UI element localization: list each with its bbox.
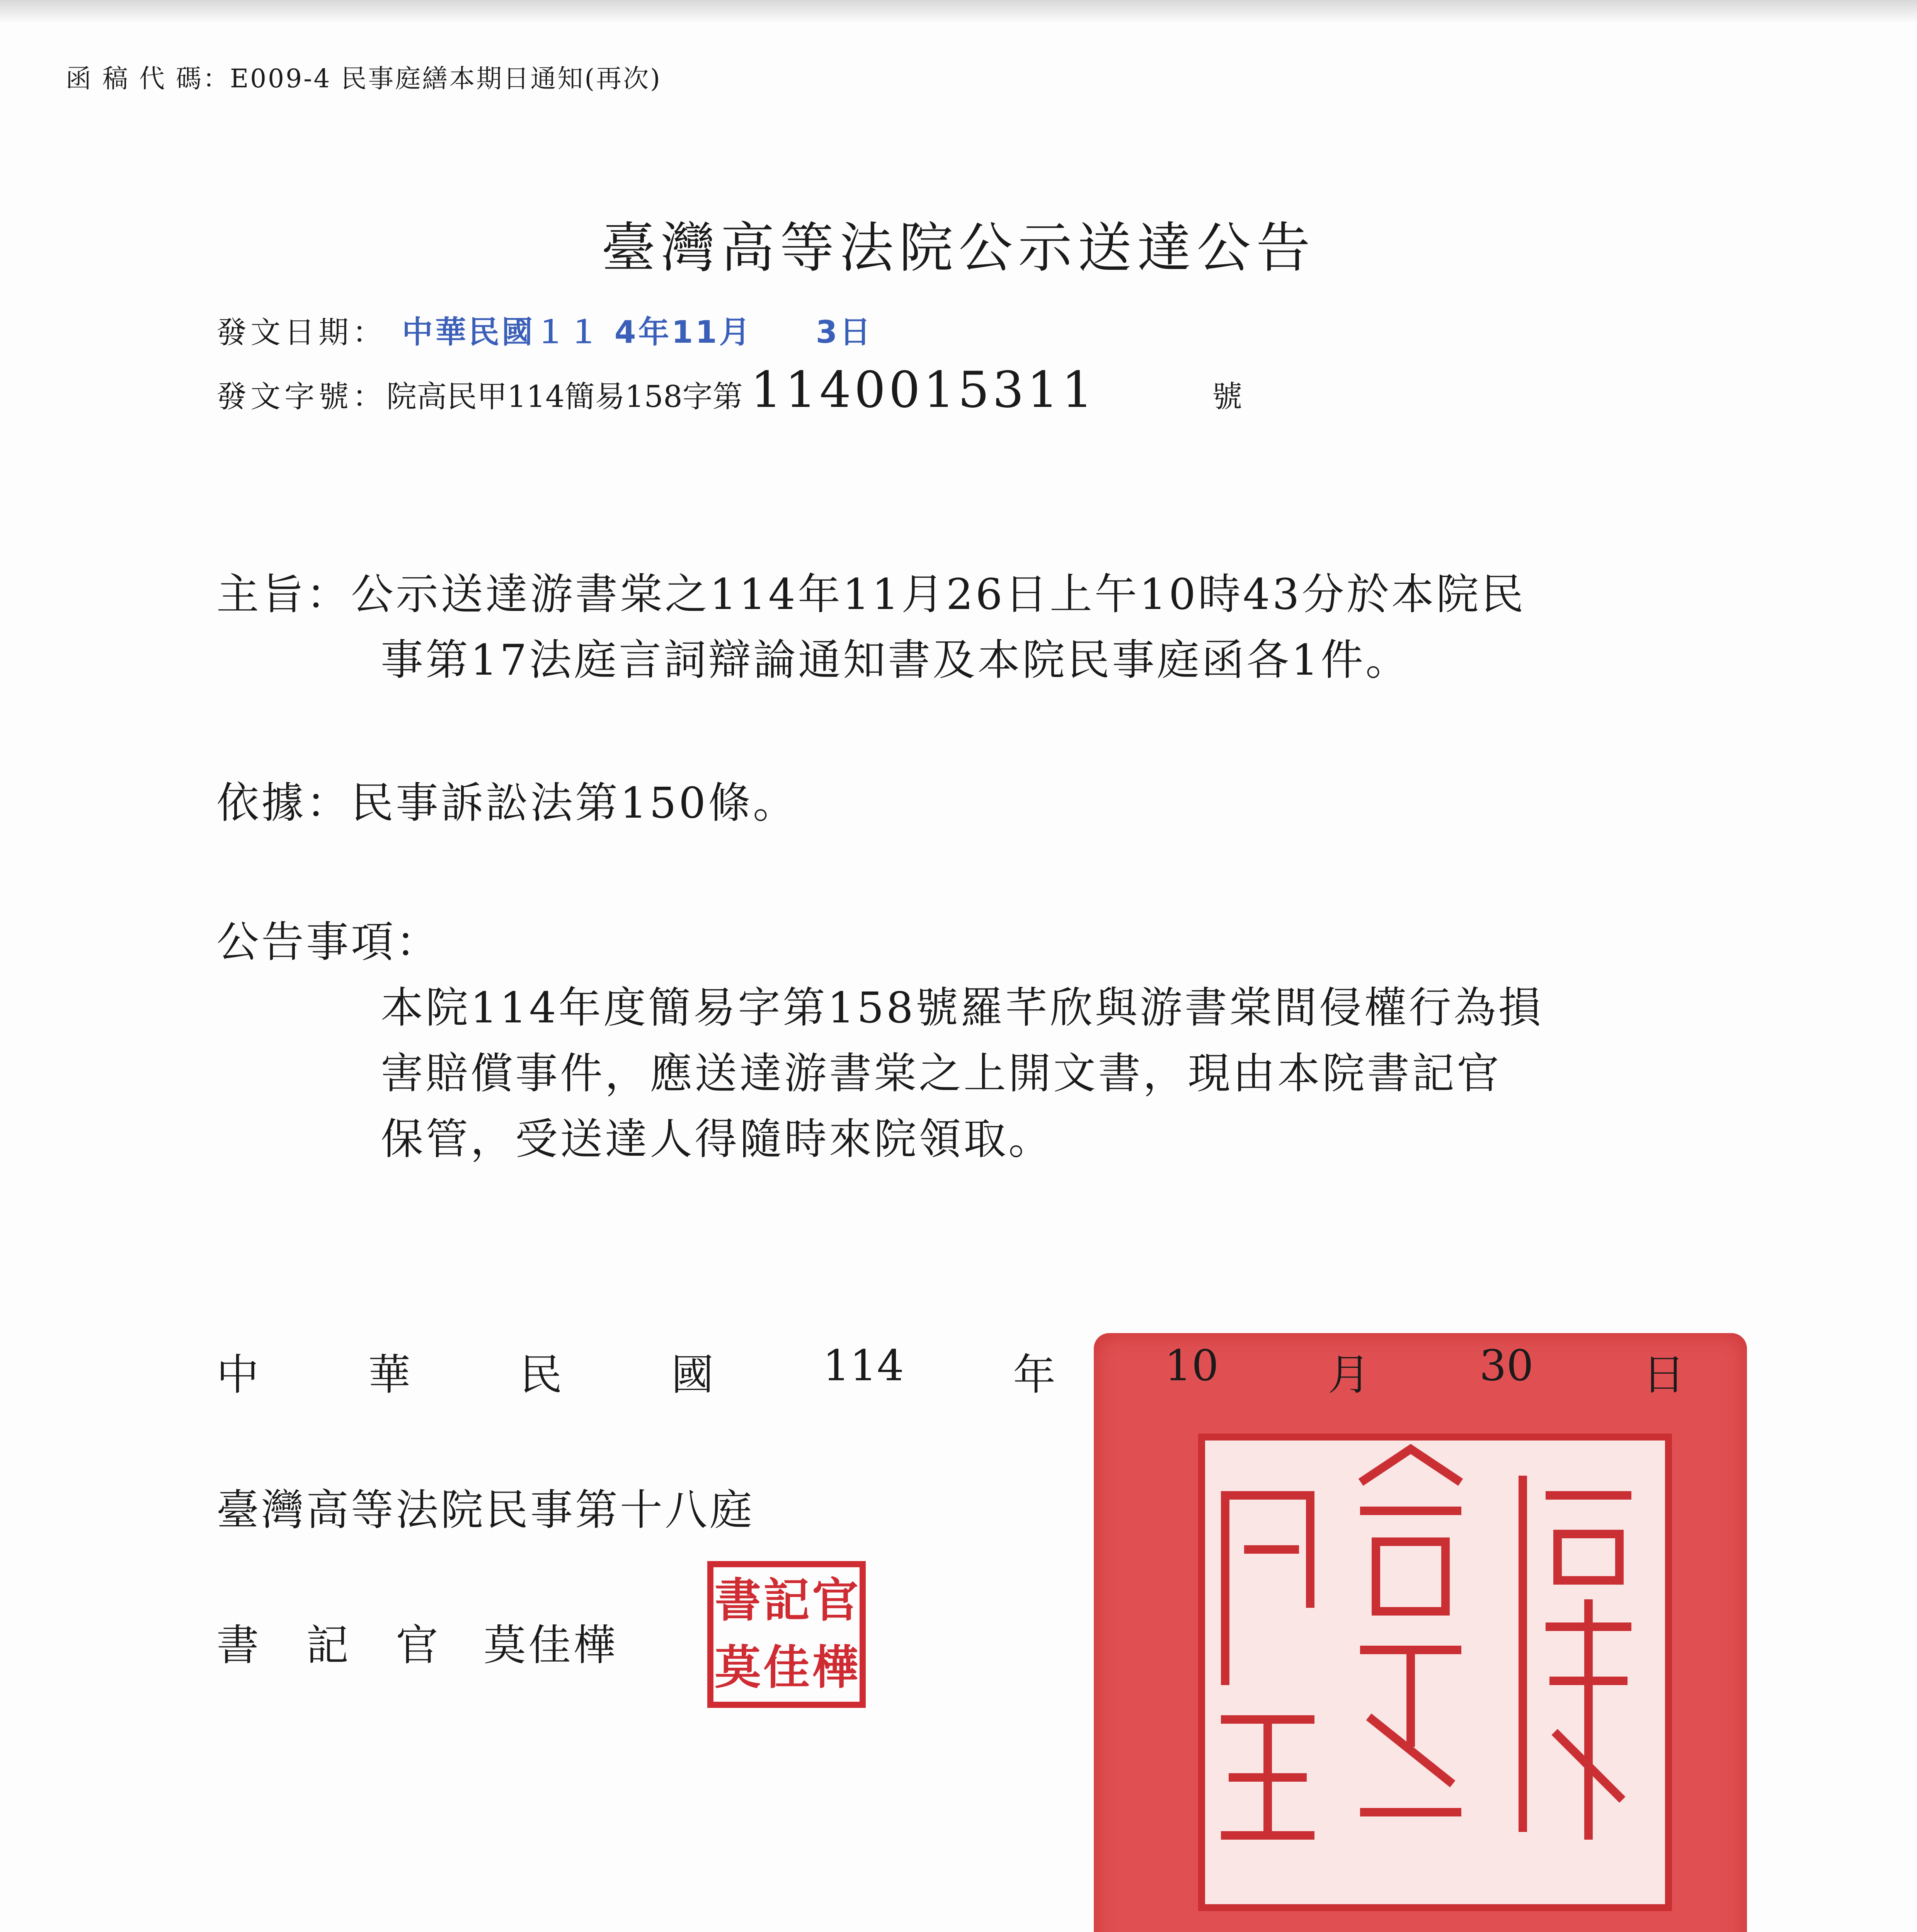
form-code: 函 稿 代 碼：E009-4 民事庭繕本期日通知(再次): [66, 64, 662, 94]
notice-line-3: 保管，受送達人得隨時來院領取。: [381, 1114, 1053, 1164]
issue-number-value: 1140015311: [750, 361, 1096, 419]
clerk-seal-char: 官: [812, 1574, 858, 1628]
date-month: 10: [1165, 1341, 1219, 1390]
basis-label: 依據：: [216, 778, 351, 828]
date-char: 年: [1013, 1350, 1056, 1400]
issue-number-suffix: 號: [1212, 379, 1243, 414]
scan-edge: [0, 0, 1917, 23]
clerk-seal-char: 莫: [715, 1641, 761, 1695]
issue-date-label: 發文日期：: [216, 315, 387, 350]
clerk-title: 書 記 官: [216, 1621, 441, 1670]
basis-text: 民事訴訟法第150條。: [351, 778, 798, 828]
date-char: 日: [1642, 1350, 1685, 1400]
subject-line-2: 事第17法庭言詞辯論通知書及本院民事庭函各1件。: [381, 635, 1410, 685]
issue-number-prefix: 院高民甲114簡易158字第: [386, 379, 743, 414]
issue-date-stamp: [402, 307, 873, 352]
court-seal-glyphs: [1094, 1333, 1747, 1932]
subject-label: 主旨：: [216, 570, 351, 619]
clerk-seal-char: 樺: [812, 1641, 858, 1695]
issue-date-stamp-day: 3日: [815, 314, 873, 350]
issue-number-row: [216, 361, 1242, 419]
date-char: 華: [368, 1350, 411, 1400]
date-year: 114: [822, 1341, 904, 1390]
court-seal: [1094, 1333, 1747, 1932]
date-char: 中: [216, 1350, 259, 1400]
clerk-line: [216, 1611, 618, 1672]
subject-line-1: [216, 560, 1526, 621]
court-name: 臺灣高等法院民事第十八庭: [216, 1485, 754, 1535]
subject-text-1: 公示送達游書棠之114年11月26日上午10時43分於本院民: [351, 570, 1526, 619]
page-title: 臺灣高等法院公示送達公告: [601, 217, 1316, 280]
clerk-seal-char: 佳: [763, 1641, 810, 1695]
clerk-seal-char: 書: [715, 1574, 761, 1628]
date-char: 月: [1328, 1350, 1371, 1400]
issue-date-line: [216, 1341, 1685, 1402]
date-char: 國: [671, 1350, 714, 1400]
notice-line-2: 害賠償事件，應送達游書棠之上開文書，現由本院書記官: [381, 1049, 1502, 1098]
clerk-seal: [707, 1561, 866, 1708]
clerk-seal-char: 記: [763, 1574, 810, 1628]
issue-date-row: [216, 307, 873, 352]
date-char: 民: [519, 1350, 562, 1400]
issue-number-label: 發文字號：: [216, 379, 387, 414]
clerk-name: 莫佳樺: [483, 1621, 618, 1670]
date-day: 30: [1479, 1341, 1534, 1390]
issue-date-stamp-month: 中華民國１１ 4年11月: [402, 314, 752, 350]
basis-line: [216, 769, 798, 830]
notice-label: 公告事項：: [216, 917, 441, 967]
notice-line-1: 本院114年度簡易字第158號羅芊欣與游書棠間侵權行為損: [381, 983, 1543, 1032]
